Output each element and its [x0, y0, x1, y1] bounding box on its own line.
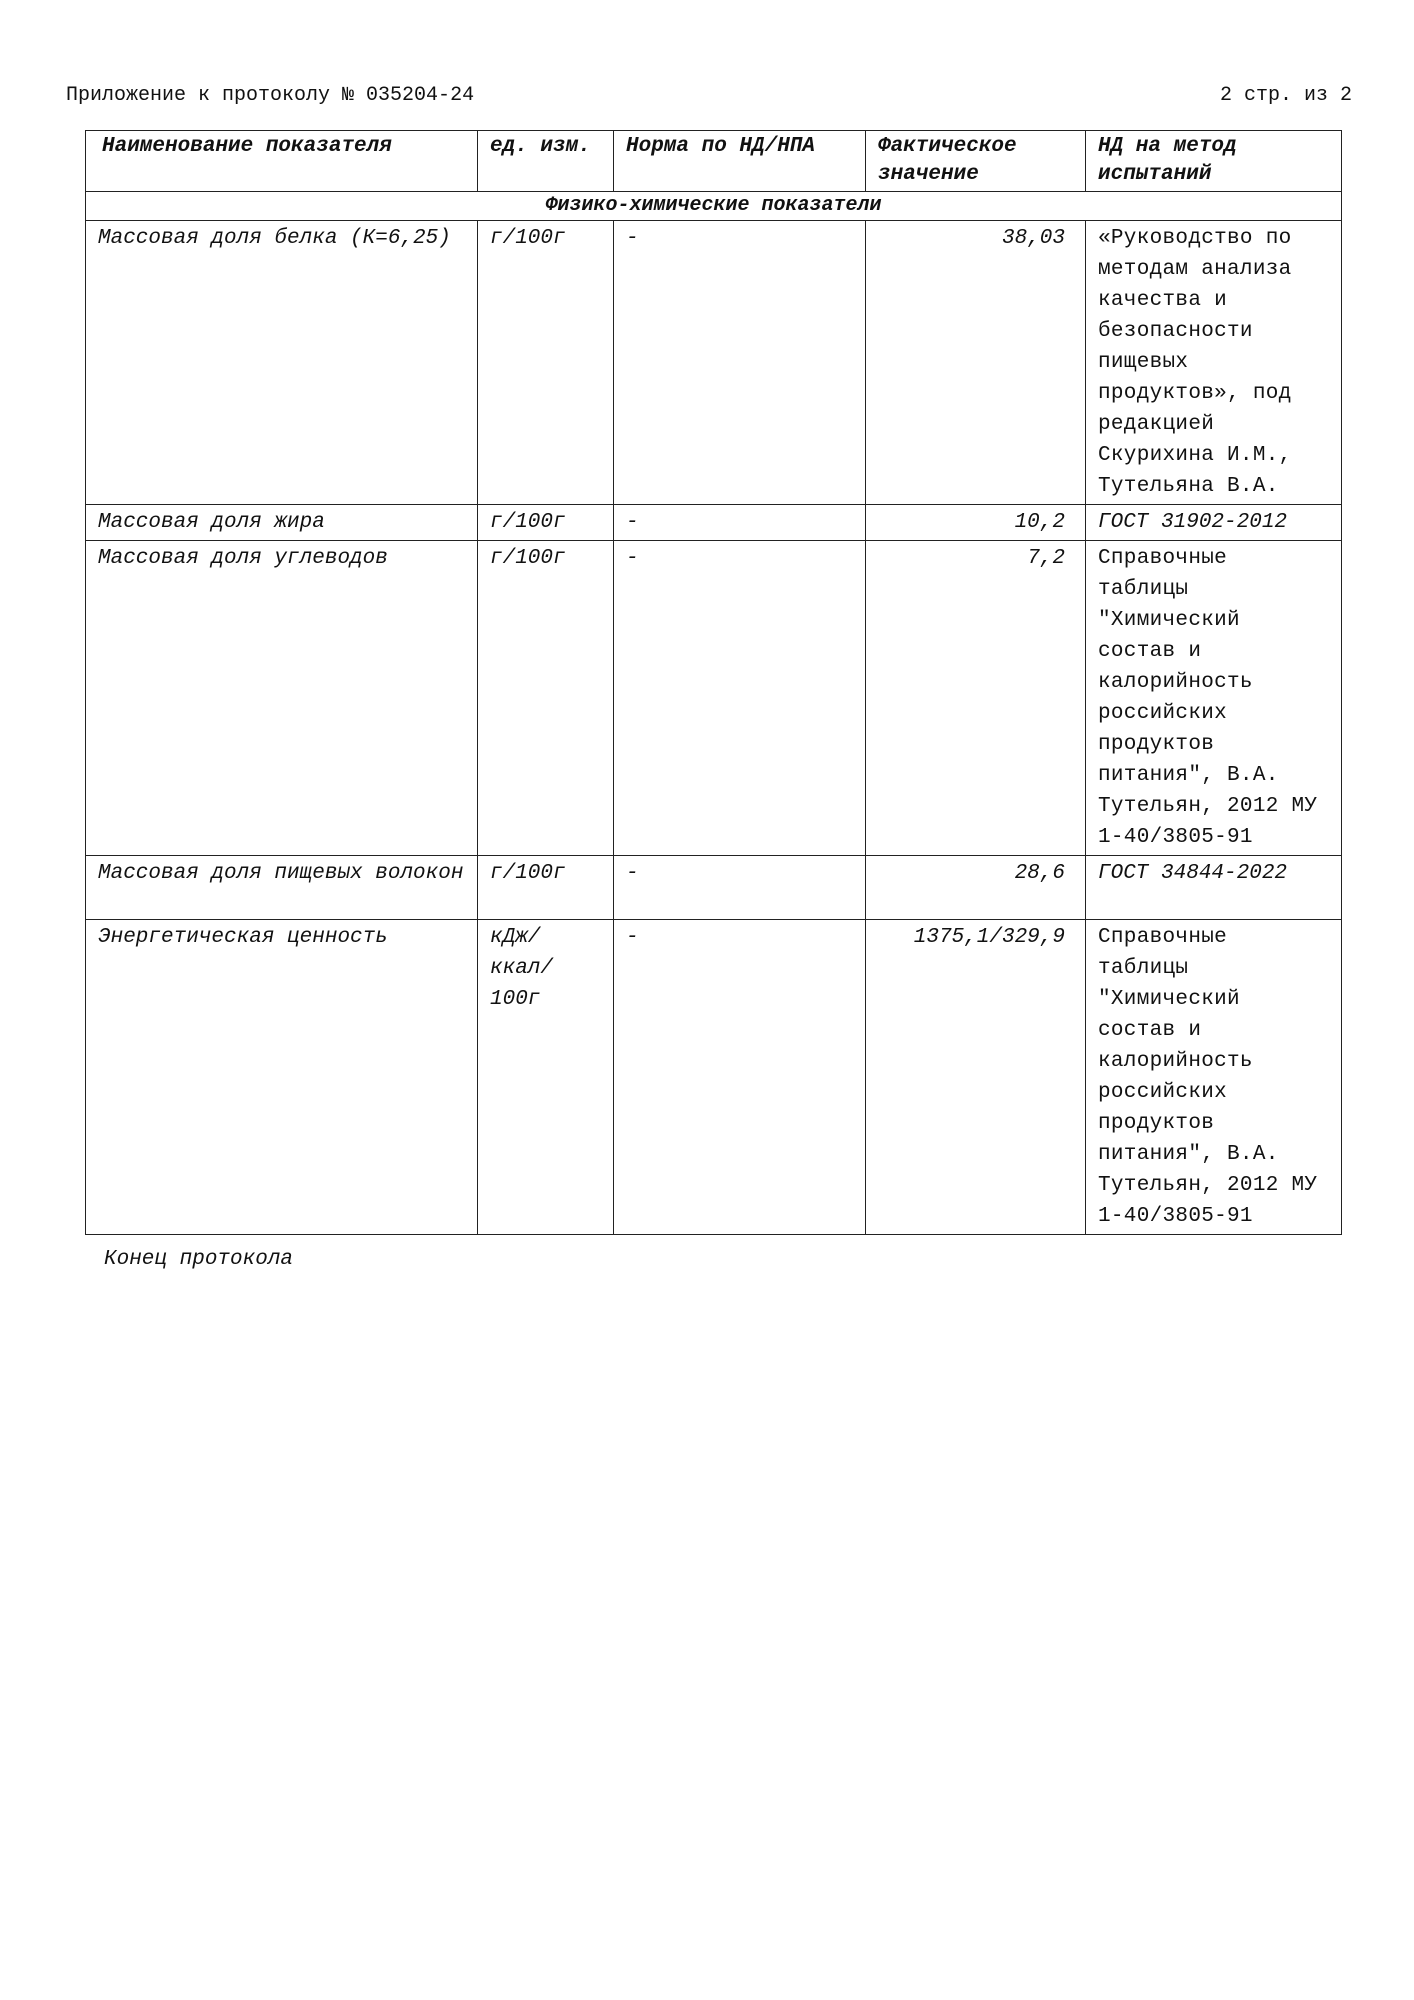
protocol-end-note: Конец протокола [104, 1248, 294, 1271]
actual-value: 28,6 [866, 856, 1086, 920]
actual-value: 7,2 [866, 541, 1086, 856]
norm: - [614, 541, 866, 856]
column-header-test-method: НД на метод испытаний [1086, 131, 1342, 192]
norm: - [614, 856, 866, 920]
table-row [86, 856, 1342, 920]
unit: г/100г [478, 221, 614, 505]
page-header [66, 84, 1352, 112]
norm: - [614, 920, 866, 1235]
actual-value: 1375,1/329,9 [866, 920, 1086, 1235]
norm: - [614, 505, 866, 541]
indicator-name: Массовая доля белка (К=6,25) [86, 221, 478, 505]
table-row [86, 505, 1342, 541]
test-method: ГОСТ 34844-2022 [1086, 856, 1342, 920]
table-row [86, 221, 1342, 505]
results-table [85, 130, 1342, 1235]
table-row [86, 541, 1342, 856]
column-header-norm: Норма по НД/НПА [614, 131, 866, 192]
column-header-indicator: Наименование показателя [86, 131, 478, 192]
table-row [86, 920, 1342, 1235]
test-method: Справочные таблицы "Химический состав и калорийность российских продуктов питания", В.А. Тутельян, 2012 МУ 1-40/3805-91 [1086, 920, 1342, 1235]
indicator-name: Массовая доля пищевых волокон [86, 856, 478, 920]
test-method: ГОСТ 31902-2012 [1086, 505, 1342, 541]
actual-value: 38,03 [866, 221, 1086, 505]
unit: г/100г [478, 505, 614, 541]
actual-value: 10,2 [866, 505, 1086, 541]
column-header-unit: ед. изм. [478, 131, 614, 192]
norm: - [614, 221, 866, 505]
section-title: Физико-химические показатели [86, 192, 1342, 221]
page-number: 2 стр. из 2 [1219, 84, 1352, 107]
indicator-name: Массовая доля жира [86, 505, 478, 541]
test-method: Справочные таблицы "Химический состав и калорийность российских продуктов питания", В.А. Тутельян, 2012 МУ 1-40/3805-91 [1086, 541, 1342, 856]
column-header-actual-value: Фактическое значение [866, 131, 1086, 192]
indicator-name: Массовая доля углеводов [86, 541, 478, 856]
indicator-name: Энергетическая ценность [86, 920, 478, 1235]
unit: г/100г [478, 856, 614, 920]
test-method: «Руководство по методам анализа качества и безопасности пищевых продуктов», под редакцией Скурихина И.М., Тутельяна В.А. [1086, 221, 1342, 505]
unit: г/100г [478, 541, 614, 856]
table-header-row [86, 131, 1342, 192]
unit: кДж/ккал/ 100г [478, 920, 614, 1235]
protocol-reference: Приложение к протоколу № 035204-24 [66, 84, 475, 107]
section-row [86, 192, 1342, 221]
